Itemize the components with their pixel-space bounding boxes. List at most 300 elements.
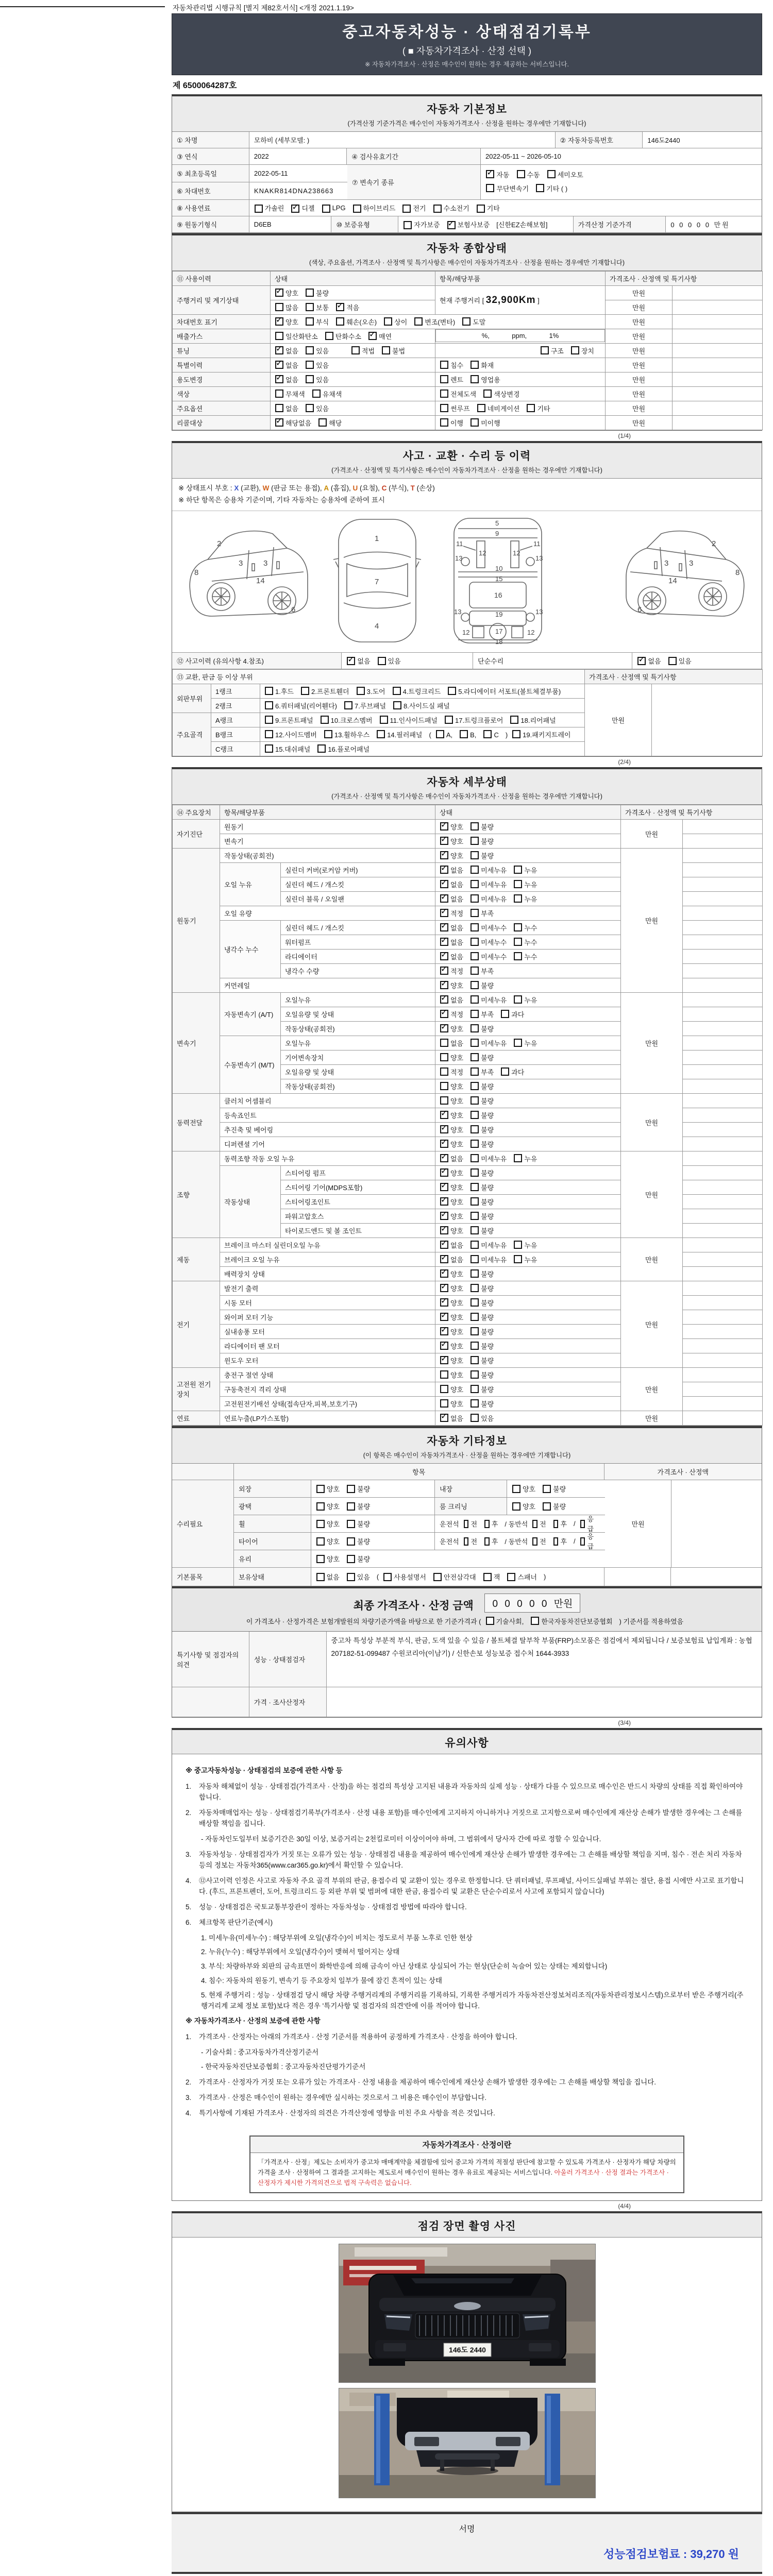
- checkbox-label: 5.라디에이터 서포트(볼트체결부품): [458, 687, 561, 696]
- col-status: 상태: [271, 272, 435, 286]
- checkbox-label: 수소전기: [443, 205, 469, 212]
- checkbox-unchecked: [514, 880, 522, 888]
- detail-header: [172, 769, 762, 805]
- checkbox-label: 미세누유: [481, 1241, 507, 1249]
- checkbox-label: 전기: [413, 205, 426, 212]
- checkbox-unchecked: [275, 303, 283, 311]
- checkbox-unchecked: [532, 1520, 537, 1528]
- table-row: 2랭크 6.쿼터패널(리어휀다) 7.루브패널 8.사이드실 패널: [173, 698, 763, 713]
- checkbox-label: 양호: [327, 1520, 340, 1528]
- detail-header-row: ⑭ 주요장치 항목/해당부품 상태 가격조사 · 산정액 및 특기사항: [173, 805, 763, 819]
- checkbox-label: 양호: [450, 1400, 464, 1408]
- item-label: 작동상태(공회전): [220, 848, 435, 862]
- check-group-text: (: [429, 731, 431, 739]
- section-basic-info: [172, 94, 762, 233]
- checkbox-unchecked: [470, 1370, 479, 1379]
- repair-label: 수리필요: [172, 1480, 234, 1568]
- checkbox-label: 불량: [481, 1371, 494, 1379]
- checkbox-unchecked: [543, 1502, 551, 1511]
- checkbox-unchecked: [404, 221, 412, 229]
- checkbox-label: 기타: [486, 205, 500, 212]
- checkbox-label: 11.인사이드패널: [390, 716, 438, 724]
- checkbox-unchecked: [501, 1010, 509, 1018]
- checkbox-label: 불량: [481, 1357, 494, 1365]
- checkbox-label: 불량: [481, 823, 494, 831]
- checkbox-unchecked: [347, 1573, 355, 1581]
- basic-row-5: [172, 200, 762, 216]
- photos-title: 점검 장면 촬영 사진: [417, 2221, 516, 2233]
- checkbox-label: 전체도색: [450, 391, 477, 398]
- item-label: 배력장치 상태: [220, 1266, 435, 1281]
- svg-text:18: 18: [495, 637, 503, 646]
- checkbox-unchecked: [436, 730, 444, 738]
- appraiser-label: 가격 · 조사산정자: [249, 1687, 327, 1717]
- checkbox-checked: [440, 1284, 448, 1292]
- item-label: 실린더 블록 / 오일팬: [281, 891, 435, 906]
- check-group-text: 운전석: [440, 1537, 459, 1546]
- check-group-text: /: [574, 1537, 576, 1545]
- checkbox-label: 전: [540, 1520, 546, 1528]
- status-checks: [435, 978, 621, 992]
- checkbox-label: 화재: [481, 362, 494, 369]
- section-detail-status: [172, 767, 762, 1426]
- photo-underside-view: [339, 2388, 596, 2498]
- checkbox-label: 없음: [326, 1573, 340, 1581]
- legend-note: ※ 하단 항목은 승용차 기준이며, 기타 자동차는 승용차에 준하여 표시: [178, 496, 385, 504]
- section-other-info: [172, 1426, 762, 1718]
- status-checks: [435, 1252, 621, 1266]
- checkbox-unchecked: [445, 716, 453, 724]
- status-checks: [435, 949, 621, 963]
- checkbox-label: 적정: [450, 1010, 464, 1019]
- checkbox-label: 훼손(오손): [346, 318, 377, 326]
- checkbox-unchecked: [514, 1154, 522, 1162]
- status-checks: [435, 891, 621, 906]
- status-checks: [435, 963, 621, 978]
- checkbox-unchecked: [377, 730, 385, 738]
- checkbox-label: A,: [446, 731, 453, 739]
- checkbox-unchecked: [306, 346, 314, 354]
- detail-row: [173, 819, 763, 834]
- item-label: 라디에이터 팬 모터: [220, 1338, 435, 1353]
- checkbox-label: 누유: [524, 1039, 537, 1047]
- checkbox-label: 미세누유: [481, 1256, 507, 1264]
- item-label: 실린더 헤드 / 개스킷: [281, 920, 435, 935]
- checkbox-unchecked: [433, 205, 442, 213]
- sub-group-label: 수동변속기 (M/T): [220, 1036, 281, 1093]
- device-category: 조향: [173, 1151, 220, 1238]
- checkbox-unchecked: [316, 1537, 325, 1546]
- section-photos: [172, 2211, 762, 2512]
- svg-text:2: 2: [712, 539, 716, 548]
- item-label: 오일누유: [281, 992, 435, 1007]
- checkbox-label: 불량: [481, 1313, 494, 1321]
- checkbox-unchecked: [325, 332, 333, 340]
- checkbox-unchecked: [470, 1168, 479, 1177]
- checkbox-label: 불량: [481, 1140, 494, 1148]
- status-checks: [435, 1367, 621, 1382]
- svg-text:4: 4: [375, 621, 379, 631]
- checkbox-unchecked: [470, 837, 479, 845]
- table-row: 특별이력 ✓ 없음 있음 침수 화재 만원: [173, 358, 763, 372]
- checkbox-unchecked: [347, 1537, 355, 1546]
- car-diagram-side-right: [626, 531, 744, 616]
- checkbox-label: 2.프론트휀더: [311, 687, 349, 696]
- status-checks: [435, 1209, 621, 1223]
- reg-no-value: 146도2440: [643, 132, 762, 148]
- checkbox-unchecked: [351, 346, 360, 354]
- status-checks: [435, 1324, 621, 1338]
- checkbox-label: 양호: [285, 290, 299, 297]
- checkbox-label: 잭: [493, 1573, 500, 1581]
- checkbox-label: 양호: [450, 1169, 464, 1177]
- checkbox-label: 미세누유: [481, 1039, 507, 1047]
- notice-item: 1. 가격조사 · 산정자는 아래의 가격조사 · 산정 기준서를 적용하여 공정하게 가격조사 · 산정을 하여야 합니다.: [186, 2032, 517, 2041]
- checkbox-label: 기타: [537, 405, 550, 413]
- item-label: 시동 모터: [220, 1295, 435, 1310]
- notice-item: 2. 가격조사 · 산정자가 거짓 또는 오류가 있는 가격조사 · 산정 내용을 제공하여 매수인에게 재산상 손해가 발생한 경우에는 그 손해를 배상할 책임을 집니다.: [186, 2078, 657, 2086]
- overall-table: [172, 271, 763, 430]
- document-page: [172, 13, 762, 2576]
- svg-text:16: 16: [494, 590, 502, 599]
- checkbox-unchecked: [384, 317, 392, 326]
- checkbox-label: 보험사보증: [457, 221, 490, 229]
- checkbox-unchecked: [440, 1096, 448, 1105]
- checkbox-label: 부족: [481, 909, 494, 918]
- checkbox-label: 누유: [524, 1256, 537, 1264]
- checkbox-label: 있음: [316, 362, 329, 369]
- price-survey-infobox: [249, 2136, 684, 2193]
- checkbox-label: 양호: [450, 837, 464, 845]
- legend-code: W: [262, 484, 270, 492]
- checkbox-label: 양호: [327, 1537, 340, 1546]
- checkbox-label: 전: [470, 1537, 478, 1546]
- checkbox-checked: [336, 303, 344, 311]
- checkbox-label: 불량: [481, 1385, 494, 1394]
- check-group-text: / 동반석: [505, 1537, 528, 1546]
- item-label: 원동기: [220, 819, 435, 834]
- legend-desc: (부식),: [386, 484, 411, 492]
- checkbox-checked: [447, 221, 456, 229]
- checkbox-unchecked: [553, 1537, 559, 1546]
- checkbox-unchecked: [470, 1269, 479, 1278]
- checkbox-unchecked: [477, 404, 485, 412]
- photos-header: [172, 2213, 762, 2238]
- status-checks: [435, 1151, 621, 1165]
- checkbox-label: 누수: [524, 938, 537, 946]
- checkbox-label: 한국자동차진단보증협회: [541, 1618, 613, 1626]
- detail-row: [173, 848, 763, 862]
- checkbox-label: 양호: [285, 318, 299, 326]
- checkbox-label: 있음: [388, 657, 401, 665]
- svg-text:13: 13: [535, 607, 543, 616]
- reg-no-label: ② 자동차등록번호: [556, 132, 643, 148]
- checkbox-unchecked: [484, 1537, 490, 1546]
- checkbox-label: 미세누유: [481, 895, 507, 903]
- accident-subtitle: (가격조사 · 산정액 및 특기사항은 매수인이 자동차가격조사 · 산정을 원하는 경우에만 기재합니다): [331, 467, 602, 474]
- status-checks: [435, 906, 621, 920]
- car-diagram-side-left: [190, 531, 308, 616]
- checkbox-unchecked: [517, 170, 525, 178]
- checkbox-unchecked: [464, 1520, 469, 1528]
- basic-row-3-4: [172, 165, 762, 200]
- checkbox-unchecked: [486, 184, 494, 192]
- checkbox-label: 누유: [524, 996, 537, 1004]
- item-label: 작동상태(공회전): [281, 1079, 435, 1093]
- basic-row-6: [172, 216, 762, 233]
- license-plate-text: 146도 2440: [448, 2346, 486, 2354]
- status-checks: [435, 1108, 621, 1122]
- checkbox-label: 탄화수소: [335, 333, 362, 341]
- svg-text:17: 17: [495, 627, 503, 635]
- notices-header: [172, 1730, 762, 1754]
- checkbox-unchecked: [553, 1520, 559, 1528]
- device-category: 동력전달: [173, 1093, 220, 1151]
- checkbox-unchecked: [275, 404, 283, 412]
- checkbox-label: 유채색: [322, 391, 342, 398]
- checkbox-label: 불량: [481, 1227, 494, 1235]
- svg-text:19: 19: [495, 610, 503, 618]
- price-cell: 만원: [621, 848, 683, 992]
- checkbox-unchecked: [402, 205, 411, 213]
- checkbox-label: 불량: [481, 1025, 494, 1033]
- status-checks: [435, 1137, 621, 1151]
- svg-text:13: 13: [455, 554, 463, 562]
- checkbox-unchecked: [510, 716, 518, 724]
- checkbox-label: 적음: [346, 304, 360, 312]
- status-checks: [435, 877, 621, 891]
- checkbox-label: 도말: [473, 318, 486, 326]
- checkbox-label: 불량: [481, 1183, 494, 1192]
- checkbox-label: 수동: [527, 171, 540, 179]
- checkbox-checked: [440, 909, 448, 917]
- checkbox-label: 불량: [481, 1198, 494, 1206]
- checkbox-label: 양호: [450, 981, 464, 990]
- status-checks: [435, 1007, 621, 1021]
- other-header-row: 항목 가격조사 · 산정액: [172, 1464, 762, 1480]
- checkbox-checked: [440, 851, 448, 859]
- status-checks: [435, 1411, 621, 1425]
- checkbox-label: 렌트: [450, 376, 464, 384]
- detail-table: [172, 805, 763, 1426]
- checkbox-checked: [440, 1168, 448, 1177]
- svg-text:3: 3: [239, 558, 243, 568]
- checkbox-unchecked: [440, 361, 448, 369]
- checkbox-label: 스패너: [517, 1573, 537, 1581]
- checkbox-checked: [440, 1010, 448, 1018]
- checkbox-label: 있음: [316, 376, 329, 384]
- item-label: 스티어링 펌프: [281, 1165, 435, 1180]
- checkbox-label: 양호: [450, 1342, 464, 1350]
- checkbox-label: 양호: [523, 1502, 536, 1511]
- checkbox-unchecked: [483, 1573, 492, 1581]
- simple-repair-label: 단순수리: [473, 653, 632, 669]
- checkbox-unchecked: [483, 730, 492, 738]
- item-label: 오일누유: [281, 1036, 435, 1050]
- checkbox-label: 해당없음: [285, 419, 312, 427]
- checkbox-checked: [440, 837, 448, 845]
- accident-header: [172, 443, 762, 479]
- legend-code: T: [410, 484, 415, 492]
- table-row: 튜닝 ✓ 없음 있음 적법 불법 구조 장치 만원: [173, 344, 763, 358]
- svg-text:3: 3: [664, 558, 669, 568]
- item-label: 클러치 어셈블리: [220, 1093, 435, 1108]
- basic-info-title: 자동차 기본정보: [427, 104, 507, 115]
- checkbox-checked: [440, 1197, 448, 1206]
- checkbox-label: 없음: [285, 405, 299, 413]
- vin-label: ⑥ 차대번호: [172, 182, 249, 200]
- checkbox-unchecked: [541, 346, 549, 354]
- checkbox-label: 무단변속기: [496, 185, 529, 193]
- checkbox-label: 불량: [481, 1342, 494, 1350]
- status-checks: [435, 862, 621, 877]
- item-label: 와이퍼 모터 기능: [220, 1310, 435, 1324]
- item-label: 등속죠인트: [220, 1108, 435, 1122]
- year-label: ③ 연식: [172, 148, 249, 165]
- signature-title: 서명: [459, 2525, 475, 2534]
- checkbox-unchecked: [668, 657, 677, 665]
- status-checks: [435, 935, 621, 949]
- checkbox-label: 불량: [316, 290, 329, 297]
- svg-text:12: 12: [527, 628, 535, 636]
- status-checks: [435, 1382, 621, 1396]
- item-label: 실린더 커버(로커암 커버): [281, 862, 435, 877]
- checkbox-label: 네비게이션: [487, 405, 520, 413]
- checkbox-unchecked: [483, 389, 492, 398]
- checkbox-checked: [440, 1226, 448, 1234]
- checkbox-label: 불량: [481, 1299, 494, 1307]
- car-name-label: ① 차명: [172, 132, 249, 148]
- checkbox-checked: [486, 170, 494, 178]
- legend-desc: (손상): [414, 484, 435, 492]
- status-checks: [435, 1180, 621, 1194]
- checkbox-unchecked: [514, 938, 522, 946]
- overall-header: [172, 235, 762, 271]
- checkbox-label: 변조(변타): [425, 318, 456, 326]
- checkbox-unchecked: [265, 701, 273, 709]
- checkbox-unchecked: [470, 1154, 479, 1162]
- checkbox-checked: [440, 938, 448, 946]
- checkbox-label: 없음: [450, 1256, 464, 1264]
- checkbox-label: 적정: [450, 909, 464, 918]
- detail-subtitle: (가격조사 · 산정액 및 특기사항은 매수인이 자동차가격조사 · 산정을 원하는 경우에만 기재합니다): [331, 792, 602, 800]
- transmission-label: ⑦ 변속기 종류: [347, 165, 481, 200]
- rank-header-row: [173, 669, 763, 684]
- checkbox-label: 부족: [481, 967, 494, 975]
- sub-group-label: 자동변속기 (A/T): [220, 992, 281, 1036]
- page-marker-3: (3/4): [618, 1719, 631, 1727]
- checkbox-label: 영업용: [481, 376, 500, 384]
- overall-title: 자동차 종합상태: [427, 243, 507, 255]
- checkbox-unchecked: [265, 730, 273, 738]
- basic-info-header: [172, 96, 762, 132]
- repair-block: 수리필요 외장 양호 불량 내장 양호 불량 광택 양호 불량 룸 크리닝 양호 불량 휠 양호 불량 운전석 전 후 / 동반석 전 후 / 응급 타이어 양호 불량 운전석 전 후 / 동반석 전 후 / 응급 유리 양호 불량 만원: [172, 1480, 762, 1568]
- checkbox-label: 누수: [524, 953, 537, 961]
- status-checks: [435, 1079, 621, 1093]
- detail-row: [173, 1367, 763, 1382]
- checkbox-label: LPG: [332, 204, 346, 212]
- checkbox-unchecked: [440, 1067, 448, 1076]
- checkbox-label: 불량: [481, 852, 494, 860]
- status-checks: [435, 1050, 621, 1064]
- checkbox-unchecked: [470, 1255, 479, 1263]
- appraiser-opinion-text: [327, 1687, 762, 1717]
- checkbox-unchecked: [470, 1241, 479, 1249]
- section-notices: [172, 1728, 762, 2201]
- checkbox-unchecked: [322, 205, 330, 213]
- item-label: 오일 유량: [220, 906, 435, 920]
- table-row: 주요골격 A랭크 9.프론트패널 10.크로스멤버 11.인사이드패널 17.트렁크플로어 18.리어패널: [173, 713, 763, 727]
- checkbox-label: 15.대쉬패널: [275, 745, 311, 753]
- accident-history-label: ⑫ 사고이력 (유의사항 4.참조): [172, 653, 342, 669]
- checkbox-unchecked: [265, 744, 273, 753]
- checkbox-unchecked: [440, 418, 448, 427]
- checkbox-checked: [440, 1298, 448, 1307]
- checkbox-label: 12.사이드멤버: [275, 731, 317, 739]
- checkbox-label: 18.리어패널: [520, 716, 556, 724]
- check-group-text: ) 기준서를 적용하였음: [619, 1618, 684, 1626]
- device-category: 연료: [173, 1411, 220, 1425]
- checkbox-label: 10.크로스멤버: [330, 716, 373, 724]
- checkbox-unchecked: [347, 1502, 355, 1511]
- checkbox-label: 불량: [481, 1328, 494, 1336]
- checkbox-unchecked: [470, 995, 479, 1004]
- checkbox-unchecked: [470, 418, 479, 427]
- checkbox-label: 없음: [285, 347, 299, 355]
- checkbox-label: 적정: [450, 967, 464, 975]
- sub-group-label: 냉각수 누수: [220, 920, 281, 978]
- check-group-text: [신한EZ손해보험]: [496, 221, 548, 229]
- checkbox-unchecked: [275, 389, 283, 398]
- checkbox-checked: [440, 1111, 448, 1119]
- checkbox-unchecked: [383, 1573, 392, 1581]
- checkbox-label: 매연: [379, 333, 392, 341]
- device-category: 전기: [173, 1281, 220, 1367]
- notices-body: [172, 1754, 762, 2132]
- detail-title: 자동차 세부상태: [427, 776, 507, 788]
- checkbox-unchecked: [514, 1241, 522, 1249]
- checkbox-unchecked: [306, 375, 314, 383]
- checkbox-label: 장치: [581, 347, 594, 355]
- final-price-title: 최종 가격조사 · 산정 금액: [353, 1600, 474, 1612]
- item-label: 디퍼렌셜 기어: [220, 1137, 435, 1151]
- checkbox-label: 일산화탄소: [285, 333, 318, 341]
- checkbox-checked: [440, 995, 448, 1004]
- accident-history-row: [172, 653, 762, 669]
- item-label: 워터펌프: [281, 935, 435, 949]
- checkbox-label: 썬루프: [450, 405, 470, 413]
- price-cell: 만원: [621, 1151, 683, 1238]
- checkbox-checked: [440, 1414, 448, 1422]
- document-note: ※ 자동차가격조사 · 산정은 매수인이 원하는 경우 제공하는 서비스입니다.: [364, 61, 569, 68]
- notices-title: 유의사항: [445, 1737, 489, 1750]
- checkbox-checked: [440, 1183, 448, 1191]
- svg-text:5: 5: [495, 519, 499, 527]
- checkbox-label: 없음: [285, 362, 299, 369]
- checkbox-label: 9.프론트패널: [275, 716, 313, 724]
- checkbox-unchecked: [477, 205, 485, 213]
- confirmation-footer: [172, 2574, 762, 2576]
- checkbox-label: 양호: [450, 1299, 464, 1307]
- car-name-value: 모하비 (세부모델: ): [249, 132, 556, 148]
- checkbox-unchecked: [514, 1039, 522, 1047]
- infobox-body: 「가격조사 · 산정」제도는 소비자가 중고차 매매계약을 체결함에 있어 중고차 가격의 적절성 판단에 참고할 수 있도록 가격조사 · 산정자가 해당 차량의 가격을 조사 · 산정하여 그 결과를 고지하는 제도로서 매수인이 원하는 경우 유료로 제공되는 서비스입니다. 아울러 가격조사 · 산정 결과는 가격조사 · 산정자가 제시한 가격의견으로 법적 구속력은 없습니다.: [258, 2159, 676, 2187]
- notice-item: 1. 자동차 해체없이 성능 · 상태점검(가격조사 · 산정)을 하는 점검의 특성상 고지된 내용과 자동차의 실제 성능 · 상태가 다를 수 있으므로 매수인은 반드시 차량의 상태를 직접 확인하여야 합니다.: [186, 1783, 743, 1802]
- checkbox-label: 색상변경: [494, 391, 520, 398]
- checkbox-label: 불량: [481, 1097, 494, 1105]
- item-label: 파워고압호스: [281, 1209, 435, 1223]
- checkbox-unchecked: [484, 1520, 490, 1528]
